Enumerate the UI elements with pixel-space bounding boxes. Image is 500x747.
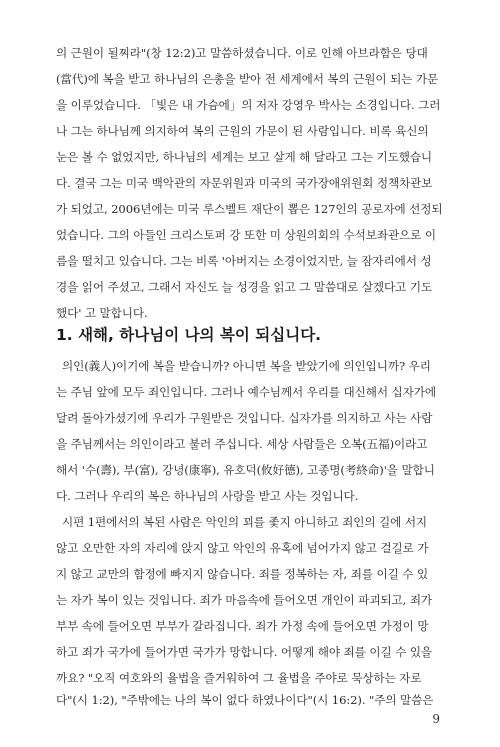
paragraph-line: 시편 1편에서의 복된 사람은 악인의 꾀를 좇지 아니하고 죄인의 길에 서지 bbox=[62, 515, 428, 529]
paragraph-line: 않고 오만한 자의 자리에 앉지 않고 악인의 유혹에 넘어가지 않고 걸길로 가 bbox=[56, 541, 429, 555]
section-heading: 1. 새해, 하나님이 나의 복이 되십니다. bbox=[56, 326, 322, 344]
paragraph-line: 름을 떨치고 있습니다. 그는 비록 '아버지는 소경이었지만, 늘 잠자리에서 성 bbox=[56, 254, 432, 268]
paragraph-line: 지 않고 교만의 함정에 빠지지 않습니다. 죄를 정복하는 자, 죄를 이길 수 있 bbox=[56, 567, 429, 581]
paragraph-line: 는 자가 복이 있는 것입니다. 죄가 마음속에 들어오면 개인이 파괴되고, 죄가 bbox=[56, 593, 433, 607]
paragraph-line: 경을 읽어 주셨고, 그래서 자신도 늘 성경을 읽고 그 말씀대로 살겠다고 기도 bbox=[56, 280, 433, 294]
paragraph-line: 했다' 고 말합니다. bbox=[56, 306, 148, 320]
paragraph-line: 의인(義人)이기에 복을 받습니까? 아니면 복을 받았기에 의인입니까? 우리 bbox=[62, 359, 431, 373]
paragraph-line: 는 주님 앞에 모두 죄인입니다. 그러나 예수님께서 우리를 대신해서 십자가에 bbox=[56, 385, 436, 399]
paragraph-line: 가 되었고, 2006년에는 미국 루스벨트 재단이 뽑은 127인의 공로자에 선정되 bbox=[56, 202, 443, 216]
paragraph-line: (當代)에 복을 받고 하나님의 은총을 받아 전 세계에서 복의 근원이 되는 가문 bbox=[56, 72, 439, 86]
paragraph-line: 달려 돌아가셨기에 우리가 구원받은 것입니다. 십자가를 의지하고 사는 사람 bbox=[56, 411, 433, 425]
paragraph-line: 다"(시 1:2), "주밖에는 나의 복이 없다 하였나이다"(시 16:2). "주의 말씀은 bbox=[56, 693, 434, 707]
paragraph-line: 까요? "오직 여호와의 율법을 즐거워하여 그 율법을 주야로 묵상하는 자로 bbox=[56, 671, 422, 685]
paragraph-line: 하고 죄가 국가에 들어가면 국가가 망합니다. 어떻게 해야 죄를 이길 수 있을 bbox=[56, 645, 433, 659]
paragraph-line: 눈은 볼 수 없었지만, 하나님의 세계는 보고 살게 해 달라고 그는 기도했습니 bbox=[56, 150, 433, 164]
paragraph-line: 해서 '수(壽), 부(富), 강녕(康寧), 유호덕(攸好德), 고종명(考終命)'을 말합니 bbox=[56, 463, 435, 477]
paragraph-line: 었습니다. 그의 아들인 크리스토퍼 강 또한 미 상원의회의 수석보좌관으로 이 bbox=[56, 228, 436, 242]
paragraph-line: 다. 결국 그는 미국 백악관의 자문위원과 미국의 국가장애위원회 정책차관보 bbox=[56, 176, 433, 190]
paragraph-line: 을 이루었습니다. 「빛은 내 가슴에」의 저자 강영우 박사는 소경입니다. 그러 bbox=[56, 98, 441, 112]
paragraph-line: 나 그는 하나님께 의지하여 복의 근원의 가문이 된 사람입니다. 비록 육신의 bbox=[56, 124, 429, 138]
paragraph-line: 을 주님께서는 의인이라고 불러 주십니다. 세상 사람들은 오복(五福)이라고 bbox=[56, 437, 428, 451]
paragraph-line: 부부 속에 들어오면 부부가 갈라집니다. 죄가 가정 속에 들어오면 가정이 망 bbox=[56, 619, 429, 633]
paragraph-line: 의 근원이 될찌라"(창 12:2)고 말씀하셨습니다. 이로 인해 아브라함은 당대 bbox=[56, 46, 428, 60]
paragraph-line: 다. 그러나 우리의 복은 하나님의 사랑을 받고 사는 것입니다. bbox=[56, 489, 359, 503]
page-number: 9 bbox=[432, 712, 440, 726]
